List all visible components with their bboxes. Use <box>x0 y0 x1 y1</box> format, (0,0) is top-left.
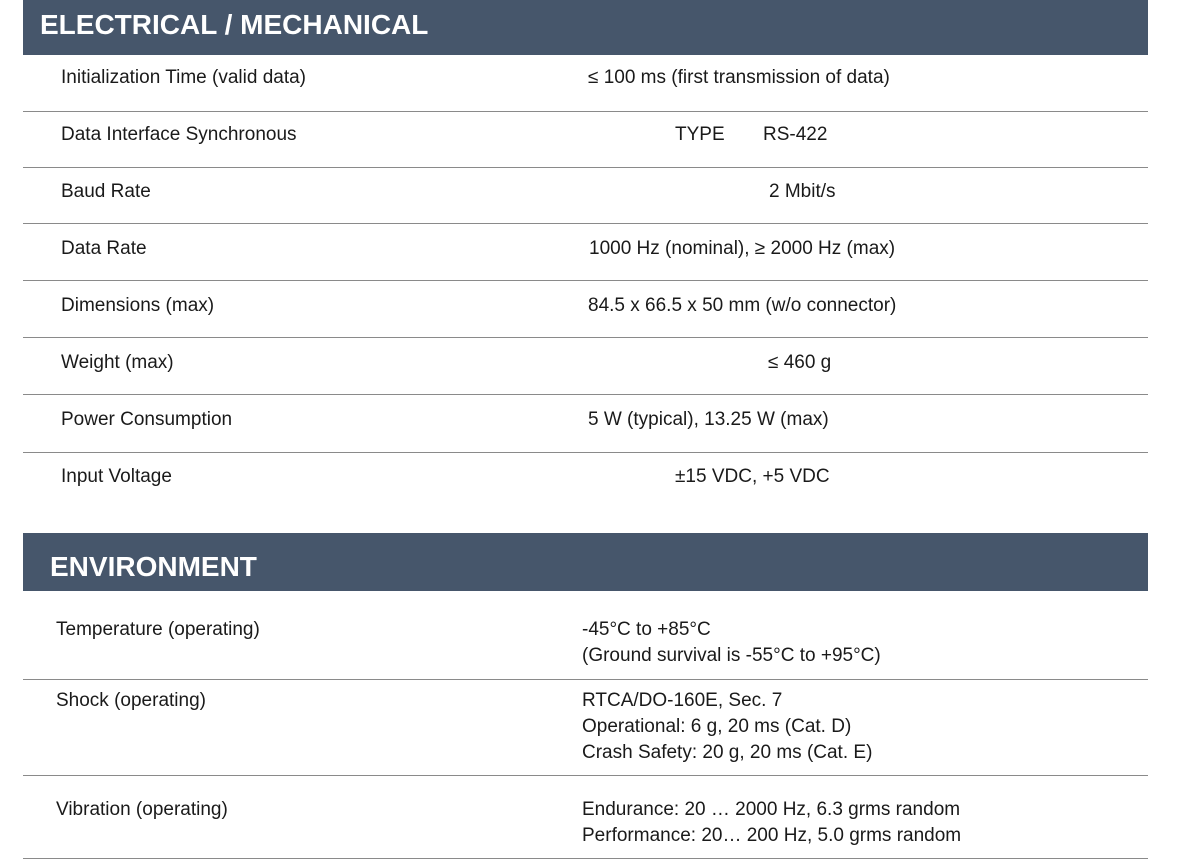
spec-label-vibration: Vibration (operating) <box>56 799 228 820</box>
spec-value-temperature-range: -45°C to +85°C <box>582 619 711 640</box>
row-divider <box>23 111 1148 112</box>
spec-value-vibration-endurance: Endurance: 20 … 2000 Hz, 6.3 grms random <box>582 799 961 820</box>
spec-value-temperature-survival: (Ground survival is -55°C to +95°C) <box>582 645 881 666</box>
spec-label-temperature: Temperature (operating) <box>56 619 260 640</box>
row-divider <box>23 337 1148 338</box>
row-divider <box>23 280 1148 281</box>
row-divider <box>23 167 1148 168</box>
spec-label-dimensions: Dimensions (max) <box>61 295 215 316</box>
spec-label-data-rate: Data Rate <box>61 238 147 259</box>
spec-value-vibration-performance: Performance: 20… 200 Hz, 5.0 grms random <box>582 825 962 846</box>
section-header-electrical-mechanical: ELECTRICAL / MECHANICAL <box>23 0 1148 55</box>
spec-value-data-interface-type: TYPE <box>675 124 725 145</box>
spec-label-power-consumption: Power Consumption <box>61 409 233 430</box>
section-header-environment: ENVIRONMENT <box>23 533 1148 591</box>
spec-value-data-rate: 1000 Hz (nominal), ≥ 2000 Hz (max) <box>589 238 896 259</box>
spec-value-power-consumption: 5 W (typical), 13.25 W (max) <box>588 409 829 430</box>
spec-label-initialization-time: Initialization Time (valid data) <box>61 67 306 88</box>
spec-value-weight: ≤ 460 g <box>768 352 832 373</box>
spec-label-baud-rate: Baud Rate <box>61 181 151 202</box>
spec-label-shock: Shock (operating) <box>56 690 206 711</box>
spec-label-input-voltage: Input Voltage <box>61 466 172 487</box>
spec-label-weight: Weight (max) <box>61 352 174 373</box>
spec-value-data-interface-standard: RS-422 <box>763 124 828 145</box>
spec-value-shock-crash-safety: Crash Safety: 20 g, 20 ms (Cat. E) <box>582 742 873 763</box>
row-divider <box>23 858 1148 859</box>
spec-value-initialization-time: ≤ 100 ms (first transmission of data) <box>588 67 890 88</box>
row-divider <box>23 223 1148 224</box>
row-divider <box>23 394 1148 395</box>
spec-value-shock-standard: RTCA/DO-160E, Sec. 7 <box>582 690 783 711</box>
spec-value-shock-operational: Operational: 6 g, 20 ms (Cat. D) <box>582 716 852 737</box>
spec-label-data-interface: Data Interface Synchronous <box>61 124 297 145</box>
row-divider <box>23 775 1148 776</box>
row-divider <box>23 679 1148 680</box>
row-divider <box>23 452 1148 453</box>
spec-value-dimensions: 84.5 x 66.5 x 50 mm (w/o connector) <box>588 295 897 316</box>
spec-value-input-voltage: ±15 VDC, +5 VDC <box>675 466 830 487</box>
spec-value-baud-rate: 2 Mbit/s <box>769 181 836 202</box>
